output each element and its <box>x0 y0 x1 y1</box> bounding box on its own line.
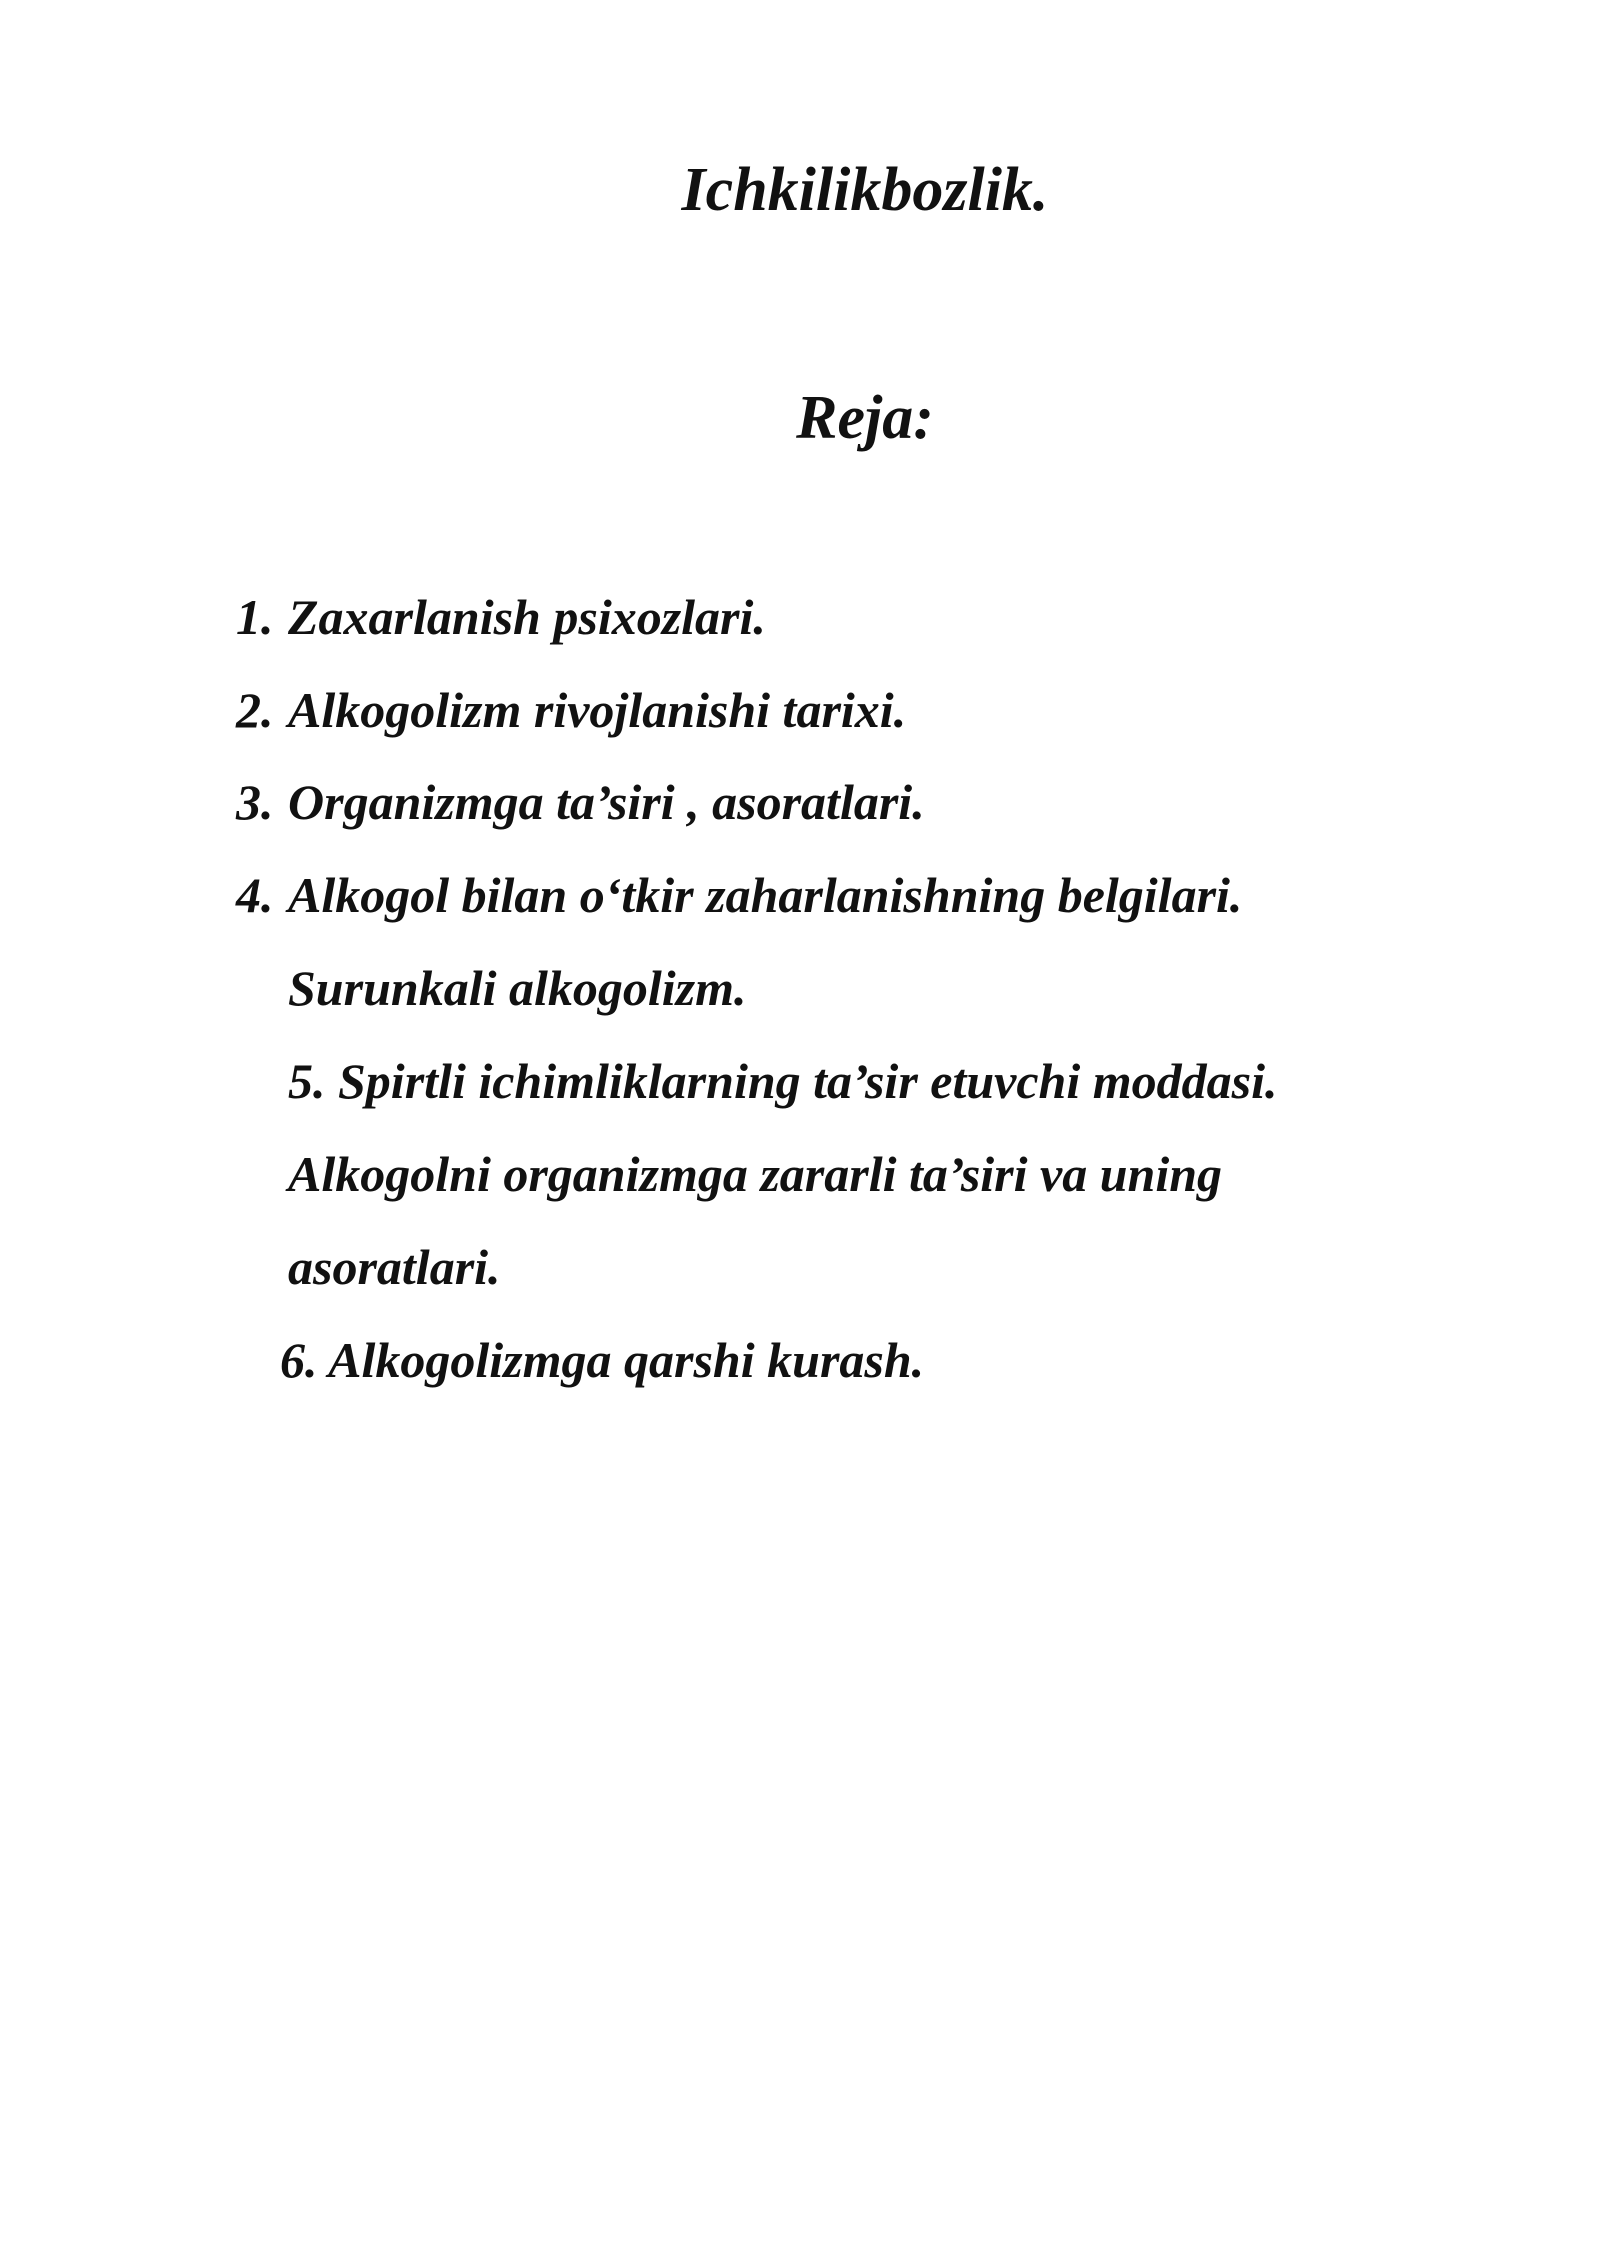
plan-item-continuation: asoratlari. <box>288 1239 501 1295</box>
plan-item-continuation: Alkogolni organizmga zararli ta’siri va uning <box>288 1146 1223 1202</box>
plan-item-number: 2. <box>236 682 274 738</box>
plan-item: Zaxarlanish psixozlari. <box>288 589 766 645</box>
plan-item: Alkogolizm rivojlanishi tarixi. <box>288 682 907 738</box>
plan-item-number: 4. <box>236 867 274 923</box>
plan-item-continuation: Surunkali alkogolizm. <box>288 960 747 1016</box>
plan-item: Alkogol bilan o‘tkir zaharlanishning belgilari. <box>288 867 1243 923</box>
plan-item-number: 3. <box>236 774 274 830</box>
document-title: Ichkilikbozlik. <box>681 156 1049 224</box>
plan-item: Organizmga ta’siri , asoratlari. <box>288 774 925 830</box>
plan-item: 5. Spirtli ichimliklarning ta’sir etuvchi moddasi. <box>288 1053 1278 1109</box>
plan-item-number: 1. <box>236 589 274 645</box>
plan-item: 6. Alkogolizmga qarshi kurash. <box>280 1332 925 1388</box>
plan-heading: Reja: <box>796 384 934 452</box>
